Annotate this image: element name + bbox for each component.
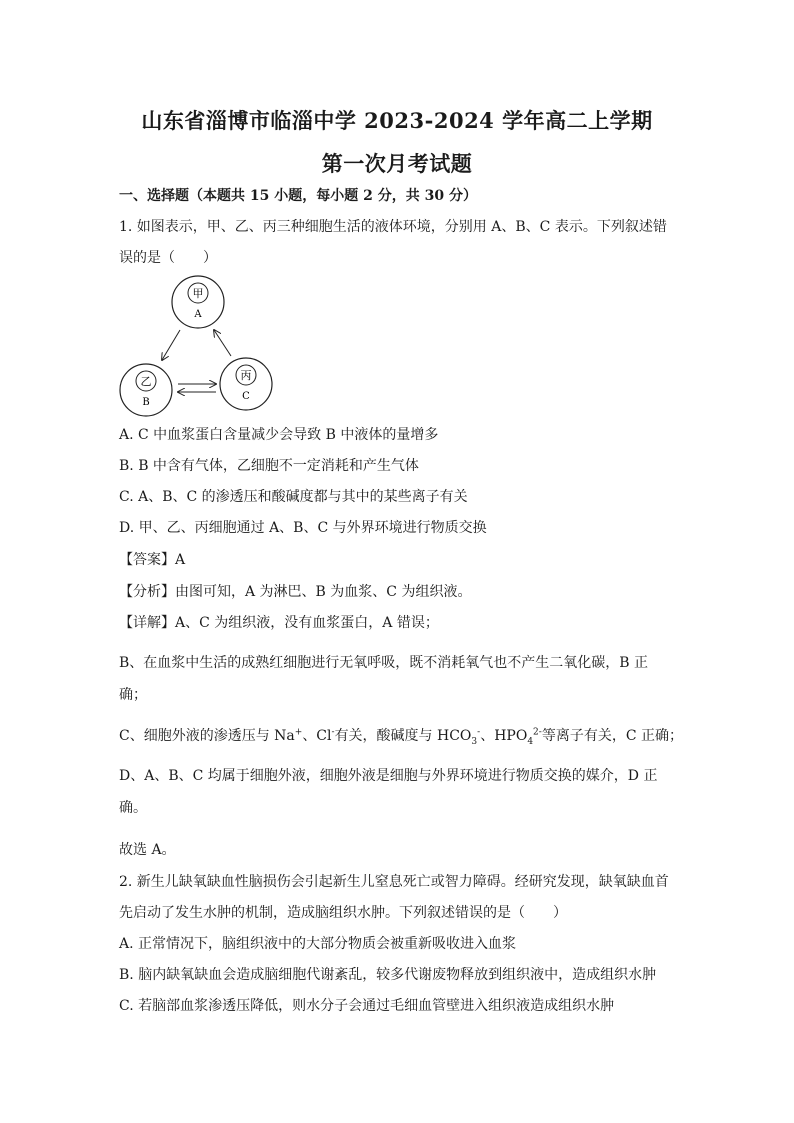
q1-diagram [118, 272, 278, 422]
q1-detail-d-line2: 确。 [119, 800, 147, 816]
q1-detail-c: C、细胞外液的渗透压与 Na+、Cl-有关，酸碱度与 $HCO_3^-$、$HPO_4^{2-}$等离子有关，C 正确； [119, 727, 683, 747]
q1-stem-line1: 1. 如图表示，甲、乙、丙三种细胞生活的液体环境，分别用 A、B、C 表示。下列叙述错 [119, 219, 667, 235]
q1-detail-d-line1: D、A、B、C 均属于细胞外液，细胞外液是细胞与外界环境进行物质交换的媒介，D 正 [119, 768, 658, 784]
document-title: 山东省淄博市临淄中学 2023-2024 学年高二上学期 [141, 108, 653, 133]
cell-a-label: 甲 [192, 287, 204, 300]
q1-option-c: C. A、B、C 的渗透压和酸碱度都与其中的某些离子有关 [119, 489, 468, 505]
q2-option-c: C. 若脑部血浆渗透压降低，则水分子会通过毛细血管壁进入组织液造成组织水肿 [119, 998, 615, 1014]
q1-detail-b-line2: 确； [119, 687, 147, 703]
q1-option-a: A. C 中血浆蛋白含量减少会导致 B 中液体的量增多 [119, 427, 439, 443]
arrow-a-to-b [162, 330, 180, 360]
document-subtitle: 第一次月考试题 [321, 151, 473, 176]
q2-option-b: B. 脑内缺氧缺血会造成脑细胞代谢紊乱，较多代谢废物释放到组织液中，造成组织水肿 [119, 967, 657, 983]
cell-b-label: 乙 [140, 375, 152, 388]
cell-c-label: 丙 [240, 369, 252, 382]
circle-a [172, 276, 224, 328]
q2-option-a: A. 正常情况下，脑组织液中的大部分物质会被重新吸收进入血浆 [119, 936, 517, 952]
section-heading: 一、选择题（本题共 15 小题，每小题 2 分，共 30 分） [119, 188, 477, 204]
fluid-a-label: A [194, 309, 202, 320]
arrow-c-to-a [214, 330, 231, 356]
fluid-b-label: B [142, 397, 150, 408]
q1-detail-a: 【详解】A、C 为组织液，没有血浆蛋白，A 错误； [119, 615, 439, 631]
q2-stem-line2: 先启动了发生水肿的机制，造成脑组织水肿。下列叙述错误的是（ ） [119, 905, 567, 921]
q1-conclusion: 故选 A。 [119, 842, 176, 858]
q1-stem-line2: 误的是（ ） [119, 250, 217, 266]
fluid-c-label: C [242, 391, 250, 402]
q1-analysis: 【分析】由图可知，A 为淋巴、B 为血浆、C 为组织液。 [119, 584, 472, 600]
q2-stem-line1: 2. 新生儿缺氧缺血性脑损伤会引起新生儿窒息死亡或智力障碍。经研究发现，缺氧缺血首 [119, 874, 669, 890]
q1-option-b: B. B 中含有气体，乙细胞不一定消耗和产生气体 [119, 458, 419, 474]
q1-option-d: D. 甲、乙、丙细胞通过 A、B、C 与外界环境进行物质交换 [119, 520, 487, 536]
q1-detail-b-line1: B、在血浆中生活的成熟红细胞进行无氧呼吸，既不消耗氧气也不产生二氧化碳，B 正 [119, 655, 649, 671]
circle-b [120, 364, 172, 416]
q1-answer: 【答案】A [119, 552, 186, 568]
circle-c [220, 358, 272, 410]
